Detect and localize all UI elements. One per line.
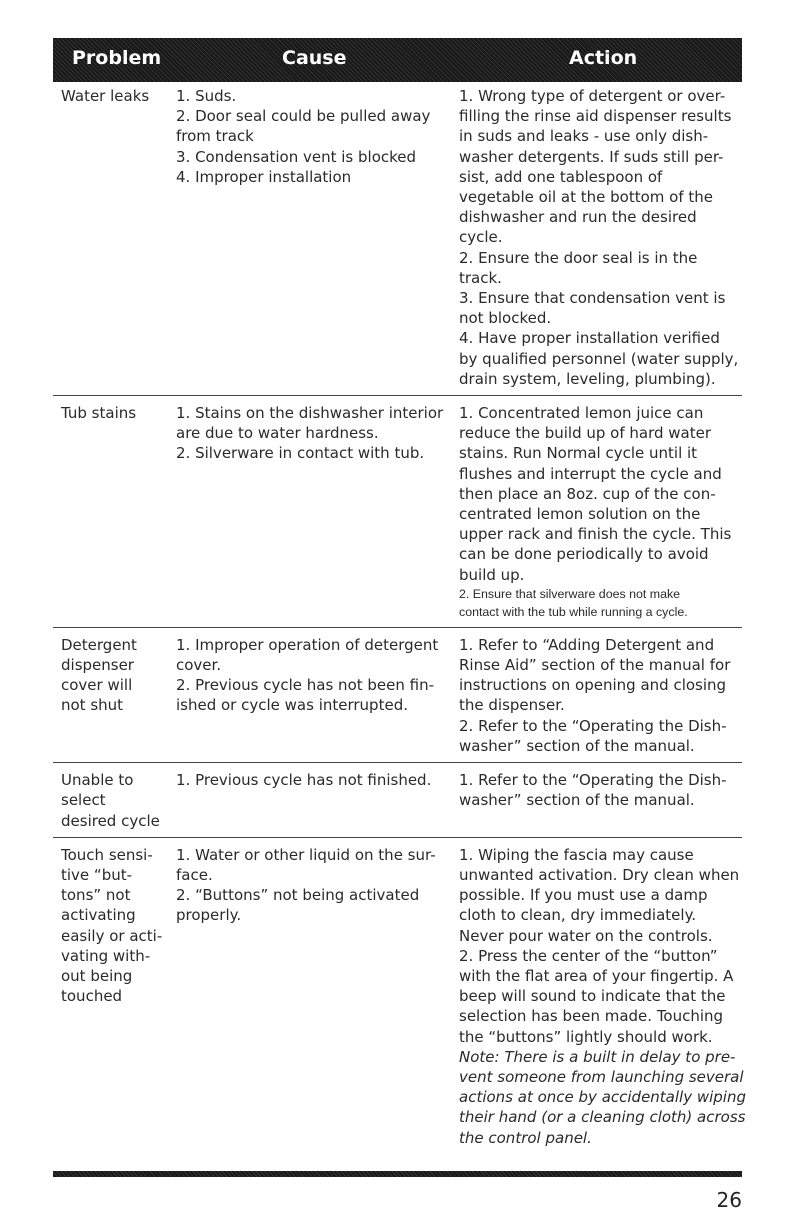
action-line: 4. Have proper installation verified bbox=[459, 329, 720, 348]
action-line: 2. Press the center of the “button” bbox=[459, 946, 718, 965]
cause-line: properly. bbox=[176, 906, 242, 925]
problem-line: Touch sensi- bbox=[61, 845, 153, 864]
table-row bbox=[53, 86, 742, 389]
cause-line: cover. bbox=[176, 656, 222, 675]
action-line: beep will sound to indicate that the bbox=[459, 987, 726, 1006]
action-note-line: vent someone from launching several bbox=[459, 1067, 744, 1086]
action-line: Rinse Aid” section of the manual for bbox=[459, 656, 731, 675]
action-cell bbox=[459, 86, 742, 389]
cause-cell bbox=[175, 770, 459, 831]
action-line: by qualified personnel (water supply, bbox=[459, 349, 739, 368]
action-line: sist, add one tablespoon of bbox=[459, 167, 663, 186]
problem-line: out being bbox=[61, 966, 133, 985]
action-line: the dispenser. bbox=[459, 696, 565, 715]
problem-line: Water leaks bbox=[61, 87, 150, 105]
problem-line: cover will bbox=[61, 676, 133, 695]
action-note-line: actions at once by accidentally wiping bbox=[459, 1088, 747, 1107]
header-cause: Cause bbox=[282, 47, 347, 69]
action-line: washer detergents. If suds still per- bbox=[459, 147, 724, 166]
table-row bbox=[53, 627, 742, 756]
action-line: centrated lemon solution on the bbox=[459, 505, 701, 524]
problem-line: Tub stains bbox=[61, 404, 137, 423]
cause-line: 1. Suds. bbox=[176, 87, 237, 105]
cause-line: 4. Improper installation bbox=[176, 167, 352, 186]
cause-line: 1. Previous cycle has not finished. bbox=[176, 771, 432, 790]
cause-cell bbox=[175, 845, 459, 1148]
cause-line: are due to water hardness. bbox=[176, 424, 379, 443]
table-row bbox=[53, 762, 742, 831]
action-line: build up. bbox=[459, 565, 525, 584]
action-line: washer” section of the manual. bbox=[459, 736, 695, 755]
action-cell bbox=[459, 635, 742, 756]
action-line: then place an 8oz. cup of the con- bbox=[459, 484, 716, 503]
problem-line: activating bbox=[61, 906, 136, 925]
action-line: flushes and interrupt the cycle and bbox=[459, 464, 722, 483]
table-row bbox=[53, 395, 742, 621]
problem-line: Unable to bbox=[61, 771, 134, 790]
problem-cell bbox=[53, 635, 175, 756]
cause-line: 2. Previous cycle has not been fin- bbox=[176, 676, 435, 695]
table-row bbox=[53, 837, 747, 1148]
cause-cell bbox=[175, 86, 459, 389]
cause-line: ished or cycle was interrupted. bbox=[176, 696, 408, 715]
action-line: filling the rinse aid dispenser results bbox=[459, 107, 732, 126]
action-line: dishwasher and run the desired bbox=[459, 208, 697, 227]
footer-bar bbox=[53, 1171, 742, 1177]
troubleshooting-table bbox=[53, 86, 747, 1148]
action-line: cycle. bbox=[459, 228, 503, 247]
problem-line: dispenser bbox=[61, 656, 134, 675]
action-line: 3. Ensure that condensation vent is bbox=[459, 289, 726, 308]
cause-line: 1. Water or other liquid on the sur- bbox=[176, 845, 436, 864]
action-line: in suds and leaks - use only dish- bbox=[459, 127, 709, 146]
problem-line: touched bbox=[61, 987, 123, 1006]
action-line: stains. Run Normal cycle until it bbox=[459, 444, 698, 463]
action-line: with the flat area of your fingertip. A bbox=[459, 966, 734, 985]
action-line: 2. Refer to the “Operating the Dish- bbox=[459, 716, 727, 735]
cause-cell bbox=[175, 403, 459, 621]
action-line: 1. Refer to the “Operating the Dish- bbox=[459, 771, 727, 790]
problem-line: desired cycle bbox=[61, 811, 160, 830]
problem-line: easily or acti- bbox=[61, 926, 163, 945]
action-line: instructions on opening and closing bbox=[459, 676, 727, 695]
problem-line: select bbox=[61, 791, 106, 810]
problem-line: not shut bbox=[61, 696, 124, 715]
cause-line: 1. Improper operation of detergent bbox=[176, 635, 439, 654]
action-line: unwanted activation. Dry clean when bbox=[459, 865, 740, 884]
cause-line: 2. Silverware in contact with tub. bbox=[176, 444, 425, 463]
problem-line: vating with- bbox=[61, 946, 151, 965]
action-note-line: Note: There is a built in delay to pre- bbox=[459, 1047, 736, 1066]
action-small-line: contact with the tub while running a cycle. bbox=[459, 604, 688, 619]
action-small-line: 2. Ensure that silverware does not make bbox=[459, 586, 681, 601]
action-line: possible. If you must use a damp bbox=[459, 886, 708, 905]
action-line: upper rack and finish the cycle. This bbox=[459, 525, 732, 544]
action-line: the “buttons” lightly should work. bbox=[459, 1027, 713, 1046]
action-line: 2. Ensure the door seal is in the bbox=[459, 248, 698, 267]
action-line: drain system, leveling, plumbing). bbox=[459, 369, 716, 388]
header-action: Action bbox=[569, 47, 638, 69]
cause-cell bbox=[175, 635, 459, 756]
cause-line: face. bbox=[176, 865, 213, 884]
action-cell bbox=[459, 403, 742, 621]
problem-line: tive “but- bbox=[61, 865, 133, 884]
action-note-line: their hand (or a cleaning cloth) across bbox=[459, 1108, 746, 1127]
action-line: 1. Concentrated lemon juice can bbox=[459, 404, 704, 423]
problem-line: Detergent bbox=[61, 635, 137, 654]
action-line: selection has been made. Touching bbox=[459, 1007, 724, 1026]
cause-line: from track bbox=[176, 127, 254, 146]
action-line: reduce the build up of hard water bbox=[459, 424, 712, 443]
cause-line: 3. Condensation vent is blocked bbox=[176, 147, 417, 166]
action-line: track. bbox=[459, 268, 502, 287]
cause-line: 1. Stains on the dishwasher interior bbox=[176, 404, 444, 423]
table-header bbox=[53, 38, 742, 82]
problem-cell bbox=[53, 403, 175, 621]
action-line: not blocked. bbox=[459, 309, 552, 328]
cause-line: 2. “Buttons” not being activated bbox=[176, 886, 420, 905]
action-line: washer” section of the manual. bbox=[459, 791, 695, 810]
action-line: can be done periodically to avoid bbox=[459, 545, 709, 564]
action-line: 1. Wiping the fascia may cause bbox=[459, 845, 694, 864]
action-line: vegetable oil at the bottom of the bbox=[459, 188, 713, 207]
header-problem: Problem bbox=[72, 47, 162, 69]
page-number: 26 bbox=[716, 1188, 742, 1212]
action-cell bbox=[459, 770, 742, 831]
action-line: cloth to clean, dry immediately. bbox=[459, 906, 697, 925]
action-note-line: the control panel. bbox=[459, 1128, 592, 1147]
problem-line: tons” not bbox=[61, 886, 131, 905]
problem-cell bbox=[53, 86, 175, 389]
problem-cell bbox=[53, 845, 175, 1148]
action-line: Never pour water on the controls. bbox=[459, 926, 713, 945]
action-cell bbox=[459, 845, 747, 1148]
action-line: 1. Wrong type of detergent or over- bbox=[459, 87, 726, 105]
problem-cell bbox=[53, 770, 175, 831]
action-line: 1. Refer to “Adding Detergent and bbox=[459, 635, 715, 654]
cause-line: 2. Door seal could be pulled away bbox=[176, 107, 431, 126]
